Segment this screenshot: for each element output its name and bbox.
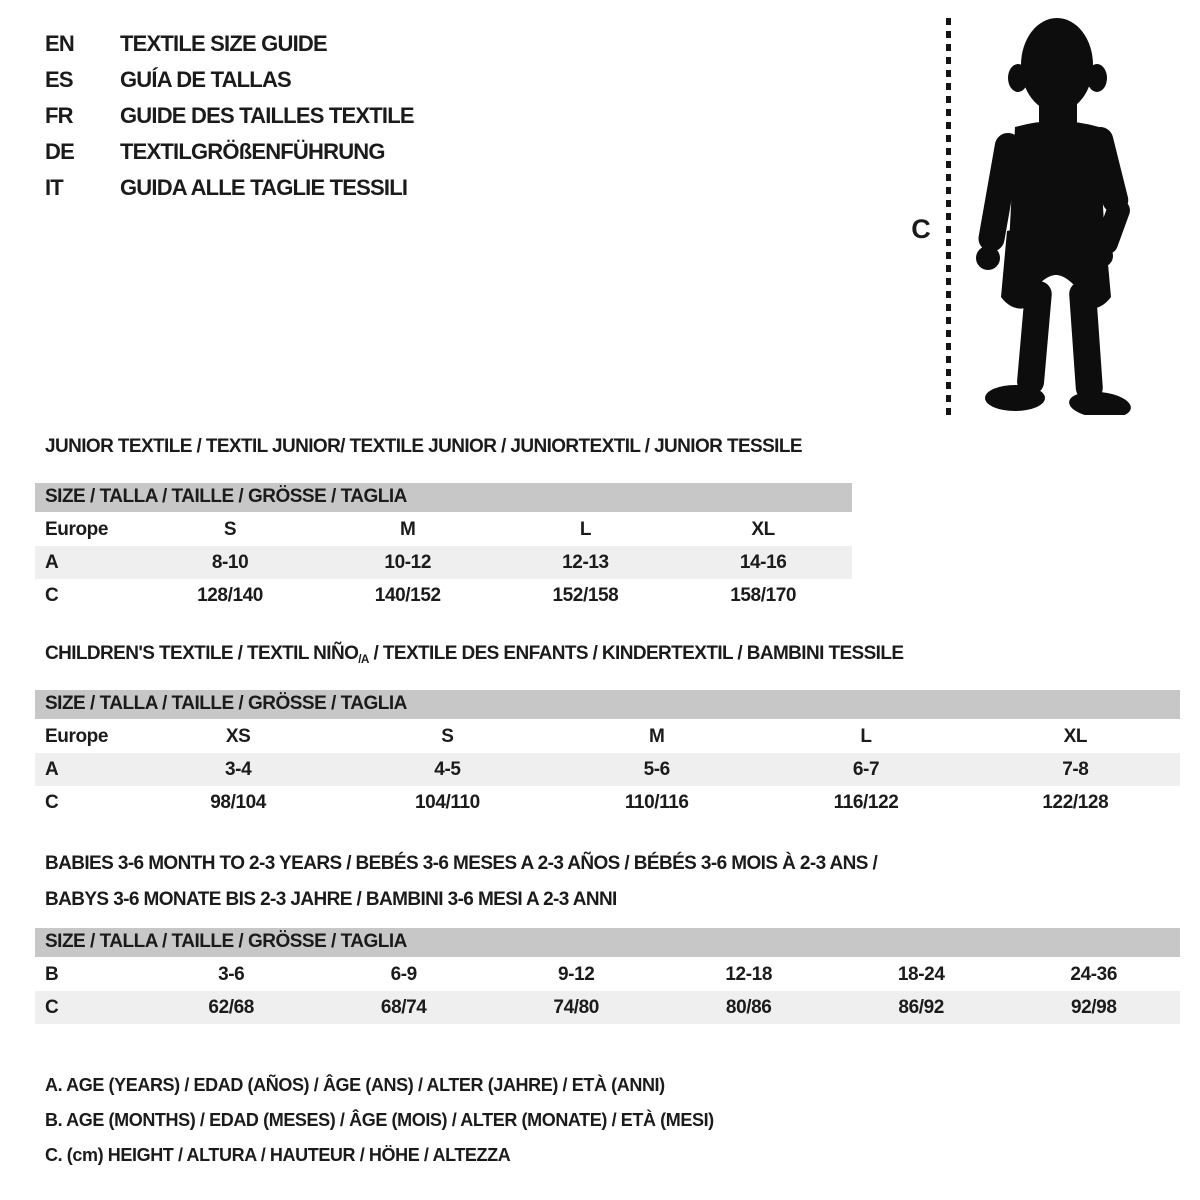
size-cell: L [860, 726, 872, 748]
size-cell: 6-7 [852, 758, 880, 780]
size-cell: S [223, 519, 237, 541]
language-code: IT [45, 175, 63, 200]
size-cell: 122/128 [1042, 791, 1109, 813]
row-label: A [45, 551, 59, 573]
size-cell: 6-9 [390, 964, 417, 986]
junior-size-table [35, 483, 852, 612]
babies-heading-line2: BABYS 3-6 MONATE BIS 2-3 JAHRE / BAMBINI 3-6 MESI A 2-3 ANNI [45, 889, 617, 910]
size-cell: M [400, 519, 416, 541]
table-row-months [35, 958, 1180, 991]
legend-line-a: A. AGE (YEARS) / EDAD (AÑOS) / ÂGE (ANS) / ALTER (JAHRE) / ETÀ (ANNI) [45, 1075, 665, 1095]
size-cell: 10-12 [384, 551, 432, 573]
language-code: EN [45, 31, 74, 56]
babies-section-heading [45, 846, 877, 918]
size-cell: S [441, 726, 454, 748]
legend-line-b: B. AGE (MONTHS) / EDAD (MESES) / ÂGE (MOIS) / ALTER (MONATE) / ETÀ (MESI) [45, 1110, 714, 1130]
row-label: Europe [45, 726, 109, 748]
language-row-en [45, 26, 414, 62]
language-code: ES [45, 67, 73, 92]
size-cell: 7-8 [1062, 758, 1089, 780]
language-row-de [45, 134, 414, 170]
row-label: C [45, 791, 59, 813]
height-dashed-line [946, 18, 951, 415]
size-cell: 152/158 [552, 584, 619, 606]
babies-heading-line1: BABIES 3-6 MONTH TO 2-3 YEARS / BEBÉS 3-6 MESES A 2-3 AÑOS / BÉBÉS 3-6 MOIS À 2-3 ANS / [45, 853, 878, 874]
children-heading-prefix: CHILDREN'S TEXTILE / TEXTIL NIÑO [45, 643, 359, 664]
size-cell: 104/110 [414, 791, 480, 813]
size-cell: 8-10 [211, 551, 249, 573]
table-row-age [35, 753, 1180, 786]
table-row-age [35, 546, 852, 579]
size-cell: 68/74 [380, 996, 427, 1018]
children-size-table [35, 690, 1180, 819]
babies-size-table [35, 928, 1180, 1024]
size-cell: XS [225, 726, 251, 748]
legend-line-c: C. (cm) HEIGHT / ALTURA / HAUTEUR / HÖHE / ALTEZZA [45, 1145, 511, 1165]
size-cell: 14-16 [739, 551, 787, 573]
table-row-height [35, 786, 1180, 819]
size-cell: 62/68 [208, 996, 254, 1018]
size-cell: 140/152 [374, 584, 441, 606]
size-cell: 116/122 [833, 791, 899, 813]
language-title: TEXTILGRÖßENFÜHRUNG [120, 139, 385, 164]
size-cell: 74/80 [553, 996, 599, 1018]
size-cell: 3-6 [218, 964, 245, 986]
size-cell: XL [751, 519, 775, 541]
language-row-es [45, 62, 414, 98]
row-label: A [45, 758, 59, 780]
size-table-header: SIZE / TALLA / TAILLE / GRÖSSE / TAGLIA [35, 483, 852, 513]
language-code: FR [45, 103, 73, 128]
height-measure-label: C [911, 214, 931, 244]
junior-section-heading: JUNIOR TEXTILE / TEXTIL JUNIOR/ TEXTILE JUNIOR / JUNIORTEXTIL / JUNIOR TESSILE [45, 436, 802, 457]
size-cell: 9-12 [557, 964, 595, 986]
row-label: Europe [45, 519, 109, 541]
language-title: TEXTILE SIZE GUIDE [120, 31, 327, 56]
language-title: GUIDE DES TAILLES TEXTILE [120, 103, 414, 128]
table-row-europe [35, 513, 852, 546]
size-cell: 92/98 [1070, 996, 1117, 1018]
table-row-europe [35, 720, 1180, 753]
size-cell: 5-6 [643, 758, 670, 780]
row-label: B [45, 964, 59, 986]
table-row-height [35, 991, 1180, 1024]
children-section-heading [45, 643, 903, 665]
language-title-list [45, 26, 414, 206]
size-table-header: SIZE / TALLA / TAILLE / GRÖSSE / TAGLIA [35, 928, 1180, 958]
size-cell: 128/140 [197, 584, 263, 606]
size-cell: L [579, 519, 592, 541]
language-row-it [45, 170, 414, 206]
size-cell: M [648, 726, 665, 748]
size-cell: 24-36 [1070, 964, 1118, 986]
size-cell: 110/116 [624, 791, 689, 813]
language-title: GUIDA ALLE TAGLIE TESSILI [120, 175, 408, 200]
size-cell: 3-4 [224, 758, 252, 780]
size-cell: 4-5 [434, 758, 461, 780]
language-title: GUÍA DE TALLAS [120, 67, 291, 92]
size-cell: 86/92 [898, 996, 944, 1018]
table-row-height [35, 579, 852, 612]
toddler-silhouette-icon [968, 15, 1140, 415]
size-cell: 18-24 [897, 964, 945, 986]
row-label: C [45, 996, 59, 1018]
measurement-legend [45, 1068, 714, 1173]
children-heading-subscript: /A [358, 652, 369, 666]
size-cell: XL [1063, 726, 1088, 748]
size-cell: 98/104 [210, 791, 266, 813]
size-cell: 12-18 [725, 964, 772, 986]
size-table-header: SIZE / TALLA / TAILLE / GRÖSSE / TAGLIA [35, 690, 1180, 720]
size-cell: 80/86 [725, 996, 772, 1018]
row-label: C [45, 584, 59, 606]
size-cell: 158/170 [730, 584, 797, 606]
children-heading-suffix: / TEXTILE DES ENFANTS / KINDERTEXTIL / BAMBINI TESSILE [368, 643, 904, 664]
size-cell: 12-13 [562, 551, 609, 573]
language-code: DE [45, 139, 74, 164]
language-row-fr [45, 98, 414, 134]
